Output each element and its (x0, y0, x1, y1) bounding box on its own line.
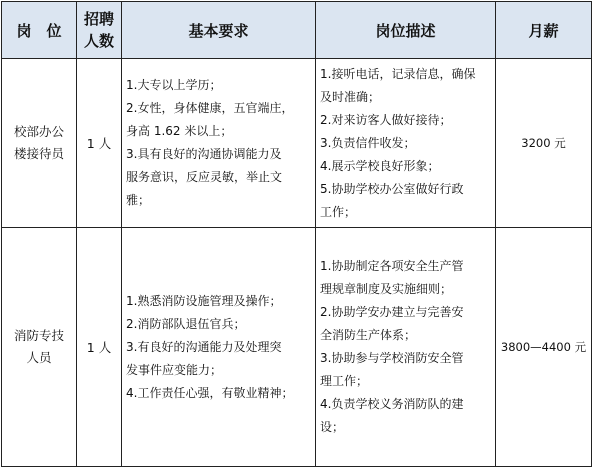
position-cell (2, 59, 77, 228)
description-line: 3.负责信件收发； (320, 135, 416, 150)
recruitment-table (1, 1, 592, 467)
description-line: 工作； (320, 204, 357, 219)
salary-cell: 3200 元 (496, 59, 592, 228)
description-line: 及时准确； (320, 89, 381, 104)
requirement-line: 3.具有良好的沟通协调能力及 (126, 147, 282, 161)
salary-cell: 3800—4400 元 (496, 228, 592, 467)
count-cell: 1 人 (77, 228, 122, 467)
header-salary: 月薪 (496, 2, 592, 59)
header-count-line1: 招聘 (83, 10, 114, 28)
description-line: 3.协助参与学校消防安全管 (320, 351, 464, 365)
requirement-line: 雅； (126, 193, 151, 207)
header-count-line2: 人数 (83, 32, 114, 50)
description-line: 理工作； (320, 374, 369, 388)
position-cell (2, 228, 77, 467)
description-line: 5.协助学校办公室做好行政 (320, 181, 464, 196)
position-line: 校部办公 (13, 124, 64, 139)
requirement-line: 1.大专以上学历； (126, 78, 222, 92)
description-cell (316, 59, 496, 228)
table-row (2, 59, 592, 228)
description-line: 2.对来访客人做好接待； (320, 112, 452, 127)
header-description: 岗位描述 (316, 2, 496, 59)
requirement-line: 2.消防部队退伍官兵； (126, 316, 246, 331)
header-position: 岗 位 (2, 2, 77, 59)
description-line: 2.协助学安办建立与完善安 (320, 305, 464, 319)
position-line: 楼接待员 (13, 146, 64, 161)
description-cell (316, 228, 496, 467)
table-row (2, 228, 592, 467)
description-line: 理规章制度及实施细则； (320, 282, 453, 296)
header-row (2, 2, 592, 59)
requirement-line: 2.女性，身体健康，五官端庄， (126, 101, 294, 115)
requirements-cell (122, 59, 316, 228)
requirement-line: 1.熟悉消防设施管理及操作； (126, 293, 282, 308)
requirement-line: 发事件应变能力； (126, 362, 223, 377)
header-count (77, 2, 122, 59)
description-line: 4.负责学校义务消防队的建 (320, 397, 464, 411)
position-line: 消防专技 (13, 328, 64, 343)
description-line: 4.展示学校良好形象； (320, 158, 440, 173)
description-line: 1.接听电话，记录信息，确保 (320, 66, 476, 81)
description-line: 全消防生产体系； (320, 328, 417, 342)
header-requirements: 基本要求 (122, 2, 316, 59)
requirement-line: 4.工作责任心强，有敬业精神； (126, 385, 294, 400)
requirement-line: 身高 1.62 米以上； (126, 124, 233, 138)
requirements-cell (122, 228, 316, 467)
description-line: 设； (320, 420, 345, 434)
description-line: 1.协助制定各项安全生产管 (320, 259, 464, 273)
requirement-line: 3.有良好的沟通能力及处理突 (126, 339, 282, 354)
requirement-line: 服务意识，反应灵敏，举止文 (126, 170, 283, 184)
position-line: 人员 (26, 350, 52, 365)
count-cell: 1 人 (77, 59, 122, 228)
